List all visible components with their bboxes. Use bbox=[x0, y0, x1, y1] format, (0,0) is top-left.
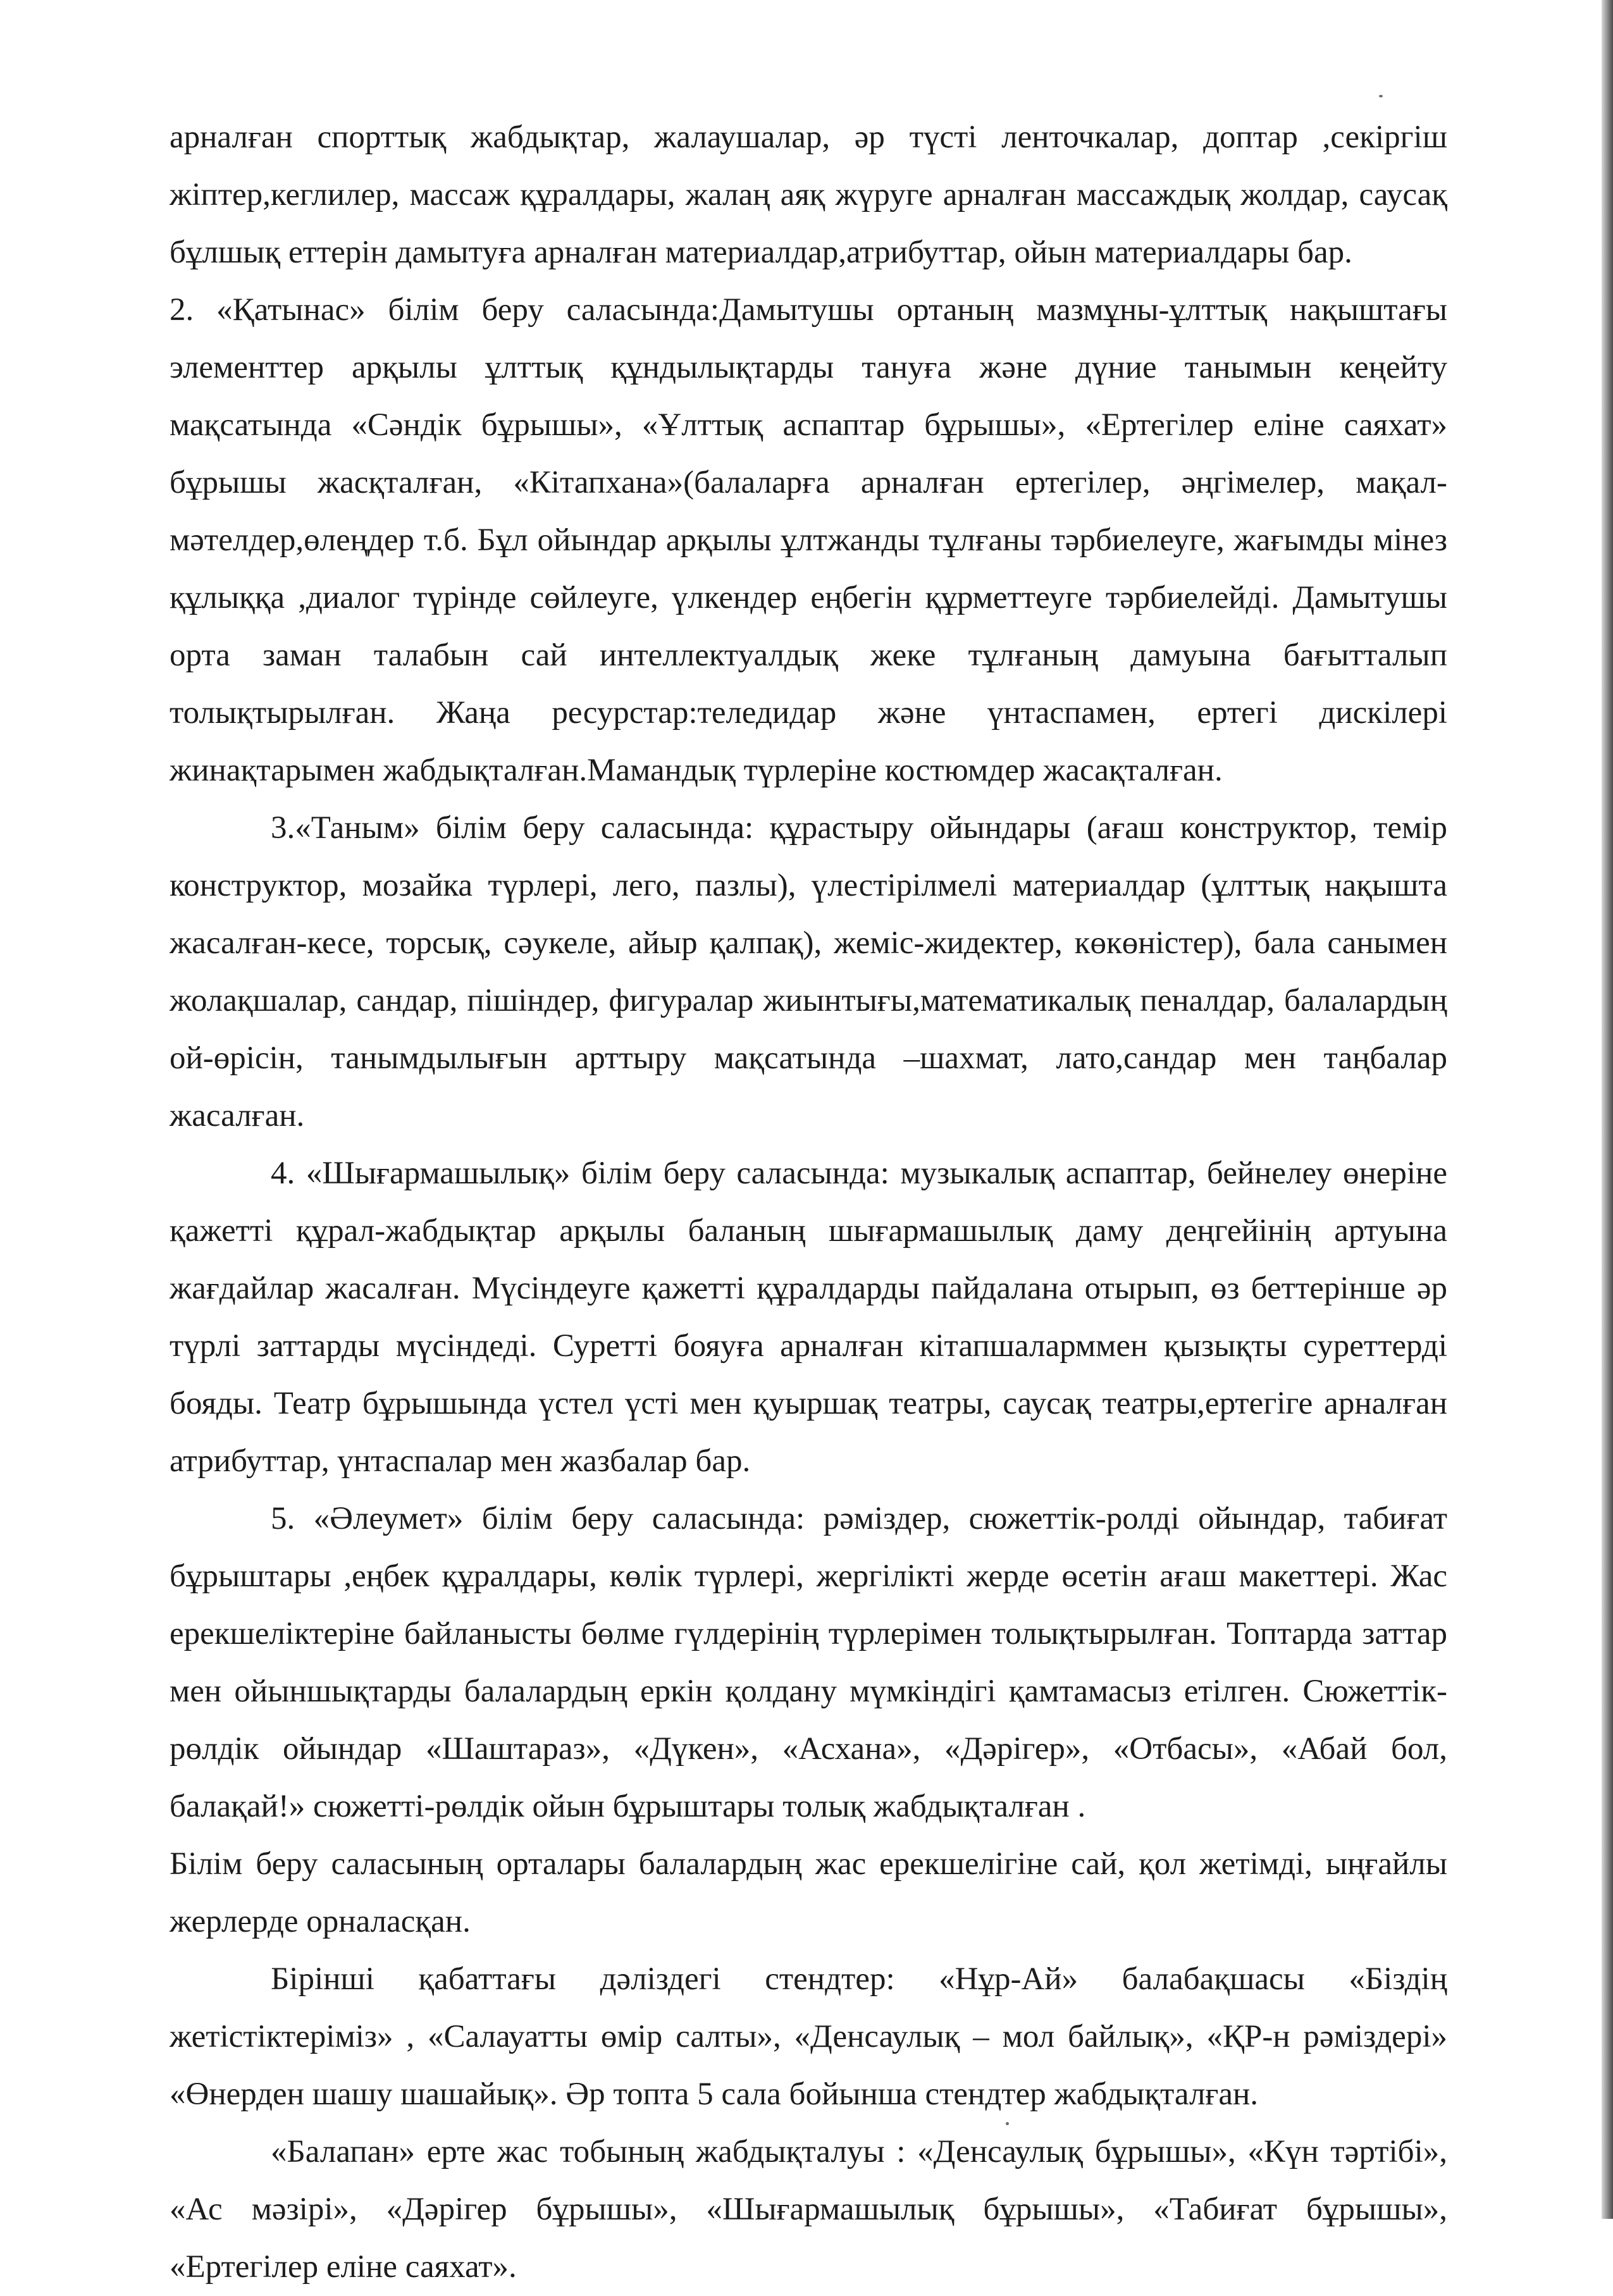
paragraph-society: 5. «Әлеумет» білім беру саласында: рәміздер, сюжеттік-ролді ойындар, табиғат бұрыштары ,еңбек құралдары, көлік түрлері, жергілікті жерде өсетін ағаш макеттері. Жас ерекшеліктеріне байланысты бөлме гүлдерінің түрлерімен толықтырылған. Топтарда заттар мен ойыншықтарды балалардың еркін қолдану мүмкіндігі қамтамасыз етілген. Сюжеттік-рөлдік ойындар «Шаштараз», «Дүкен», «Асхана», «Дәрігер», «Отбасы», «Абай бол, балақай!» сюжетті-рөлдік ойын бұрыштары толық жабдықталған . bbox=[170, 1501, 1447, 1824]
paragraph-balapan-group: «Балапан» ерте жас тобының жабдықталуы : «Денсаулық бұрышы», «Күн тәртібі», «Ас мәзірі», «Дәрігер бұрышы», «Шығармашылық бұрышы», «Табиғат бұрышы», «Ертегілер еліне саяхат». bbox=[170, 2134, 1447, 2285]
document-text bbox=[170, 109, 1447, 2296]
paragraph-communication: 2. «Қатынас» білім беру саласында:Дамытушы ортаның мазмұны-ұлттық нақыштағы элементтер арқылы ұлттық құндылықтарды тануға және дүние танымын кеңейту мақсатында «Сәндік бұрышы», «Ұлттық аспаптар бұрышы», «Ертегілер еліне саяхат» бұрышы жасқталған, «Кітапхана»(балаларға арналған ертегілер, әңгімелер, мақал-мәтелдер,өлеңдер т.б. Бұл ойындар арқылы ұлтжанды тұлғаны тәрбиелеуге, жағымды мінез құлыққа ,диалог түрінде сөйлеуге, үлкендер еңбегін құрметтеуге тәрбиелейді. Дамытушы орта заман талабын сай интеллектуалдық жеке тұлғаның дамуына бағытталып толықтырылған. Жаңа ресурстар:теледидар және үнтаспамен, ертегі дискілері жинақтарымен жабдықталған.Мамандық түрлеріне костюмдер жасақталған. bbox=[170, 292, 1447, 788]
paragraph-centers: Білім беру саласының орталары балалардың жас ерекшелігіне сай, қол жетімді, ыңғайлы жерлерде орналасқан. bbox=[170, 1846, 1447, 1939]
paragraph-creativity: 4. «Шығармашылық» білім беру саласында: музыкалық аспаптар, бейнелеу өнеріне қажетті құрал-жабдықтар арқылы баланың шығармашылық даму деңгейінің артуына жағдайлар жасалған. Мүсіндеуге қажетті құралдарды пайдалана отырып, өз беттерінше әр түрлі заттарды мүсіндеді. Суретті бояуға арналған кітапшаларммен қызықты суреттерді бояды. Театр бұрышында үстел үсті мен қуыршақ театры, саусақ театры,ертегіге арналған атрибуттар, үнтаспалар мен жазбалар бар. bbox=[170, 1156, 1447, 1479]
paragraph-equipment: арналған спорттық жабдықтар, жалаушалар, әр түсті ленточкалар, доптар ,секіргіш жіптер,кеглилер, массаж құралдары, жалаң аяқ жүруге арналған массаждық жолдар, саусақ бұлшық еттерін дамытуға арналған материалдар,атрибуттар, ойын материалдары бар. bbox=[170, 120, 1447, 270]
paragraph-cognition: 3.«Таным» білім беру саласында: құрастыру ойындары (ағаш конструктор, темір конструктор, мозайка түрлері, лего, пазлы), үлестірілмелі материалдар (ұлттық нақышта жасалған-кесе, торсық, сәукеле, айыр қалпақ), жеміс-жидектер, көкөністер), бала санымен жолақшалар, сандар, пішіндер, фигуралар жиынтығы,математикалық пеналдар, балалардың ой-өрісін, танымдылығын арттыру мақсатында –шахмат, лато,сандар мен таңбалар жасалған. bbox=[170, 810, 1447, 1133]
scan-edge-shadow bbox=[1602, 0, 1613, 2219]
paragraph-stands: Бірінші қабаттағы дәліздегі стендтер: «Нұр-Ай» балабақшасы «Біздің жетістіктеріміз» , «Салауатты өмір салты», «Денсаулық – мол байлық», «ҚР-н рәміздері» «Өнерден шашу шашайық». Әр топта 5 сала бойынша стендтер жабдықталған. bbox=[170, 1961, 1447, 2112]
scan-speck bbox=[1379, 95, 1383, 97]
